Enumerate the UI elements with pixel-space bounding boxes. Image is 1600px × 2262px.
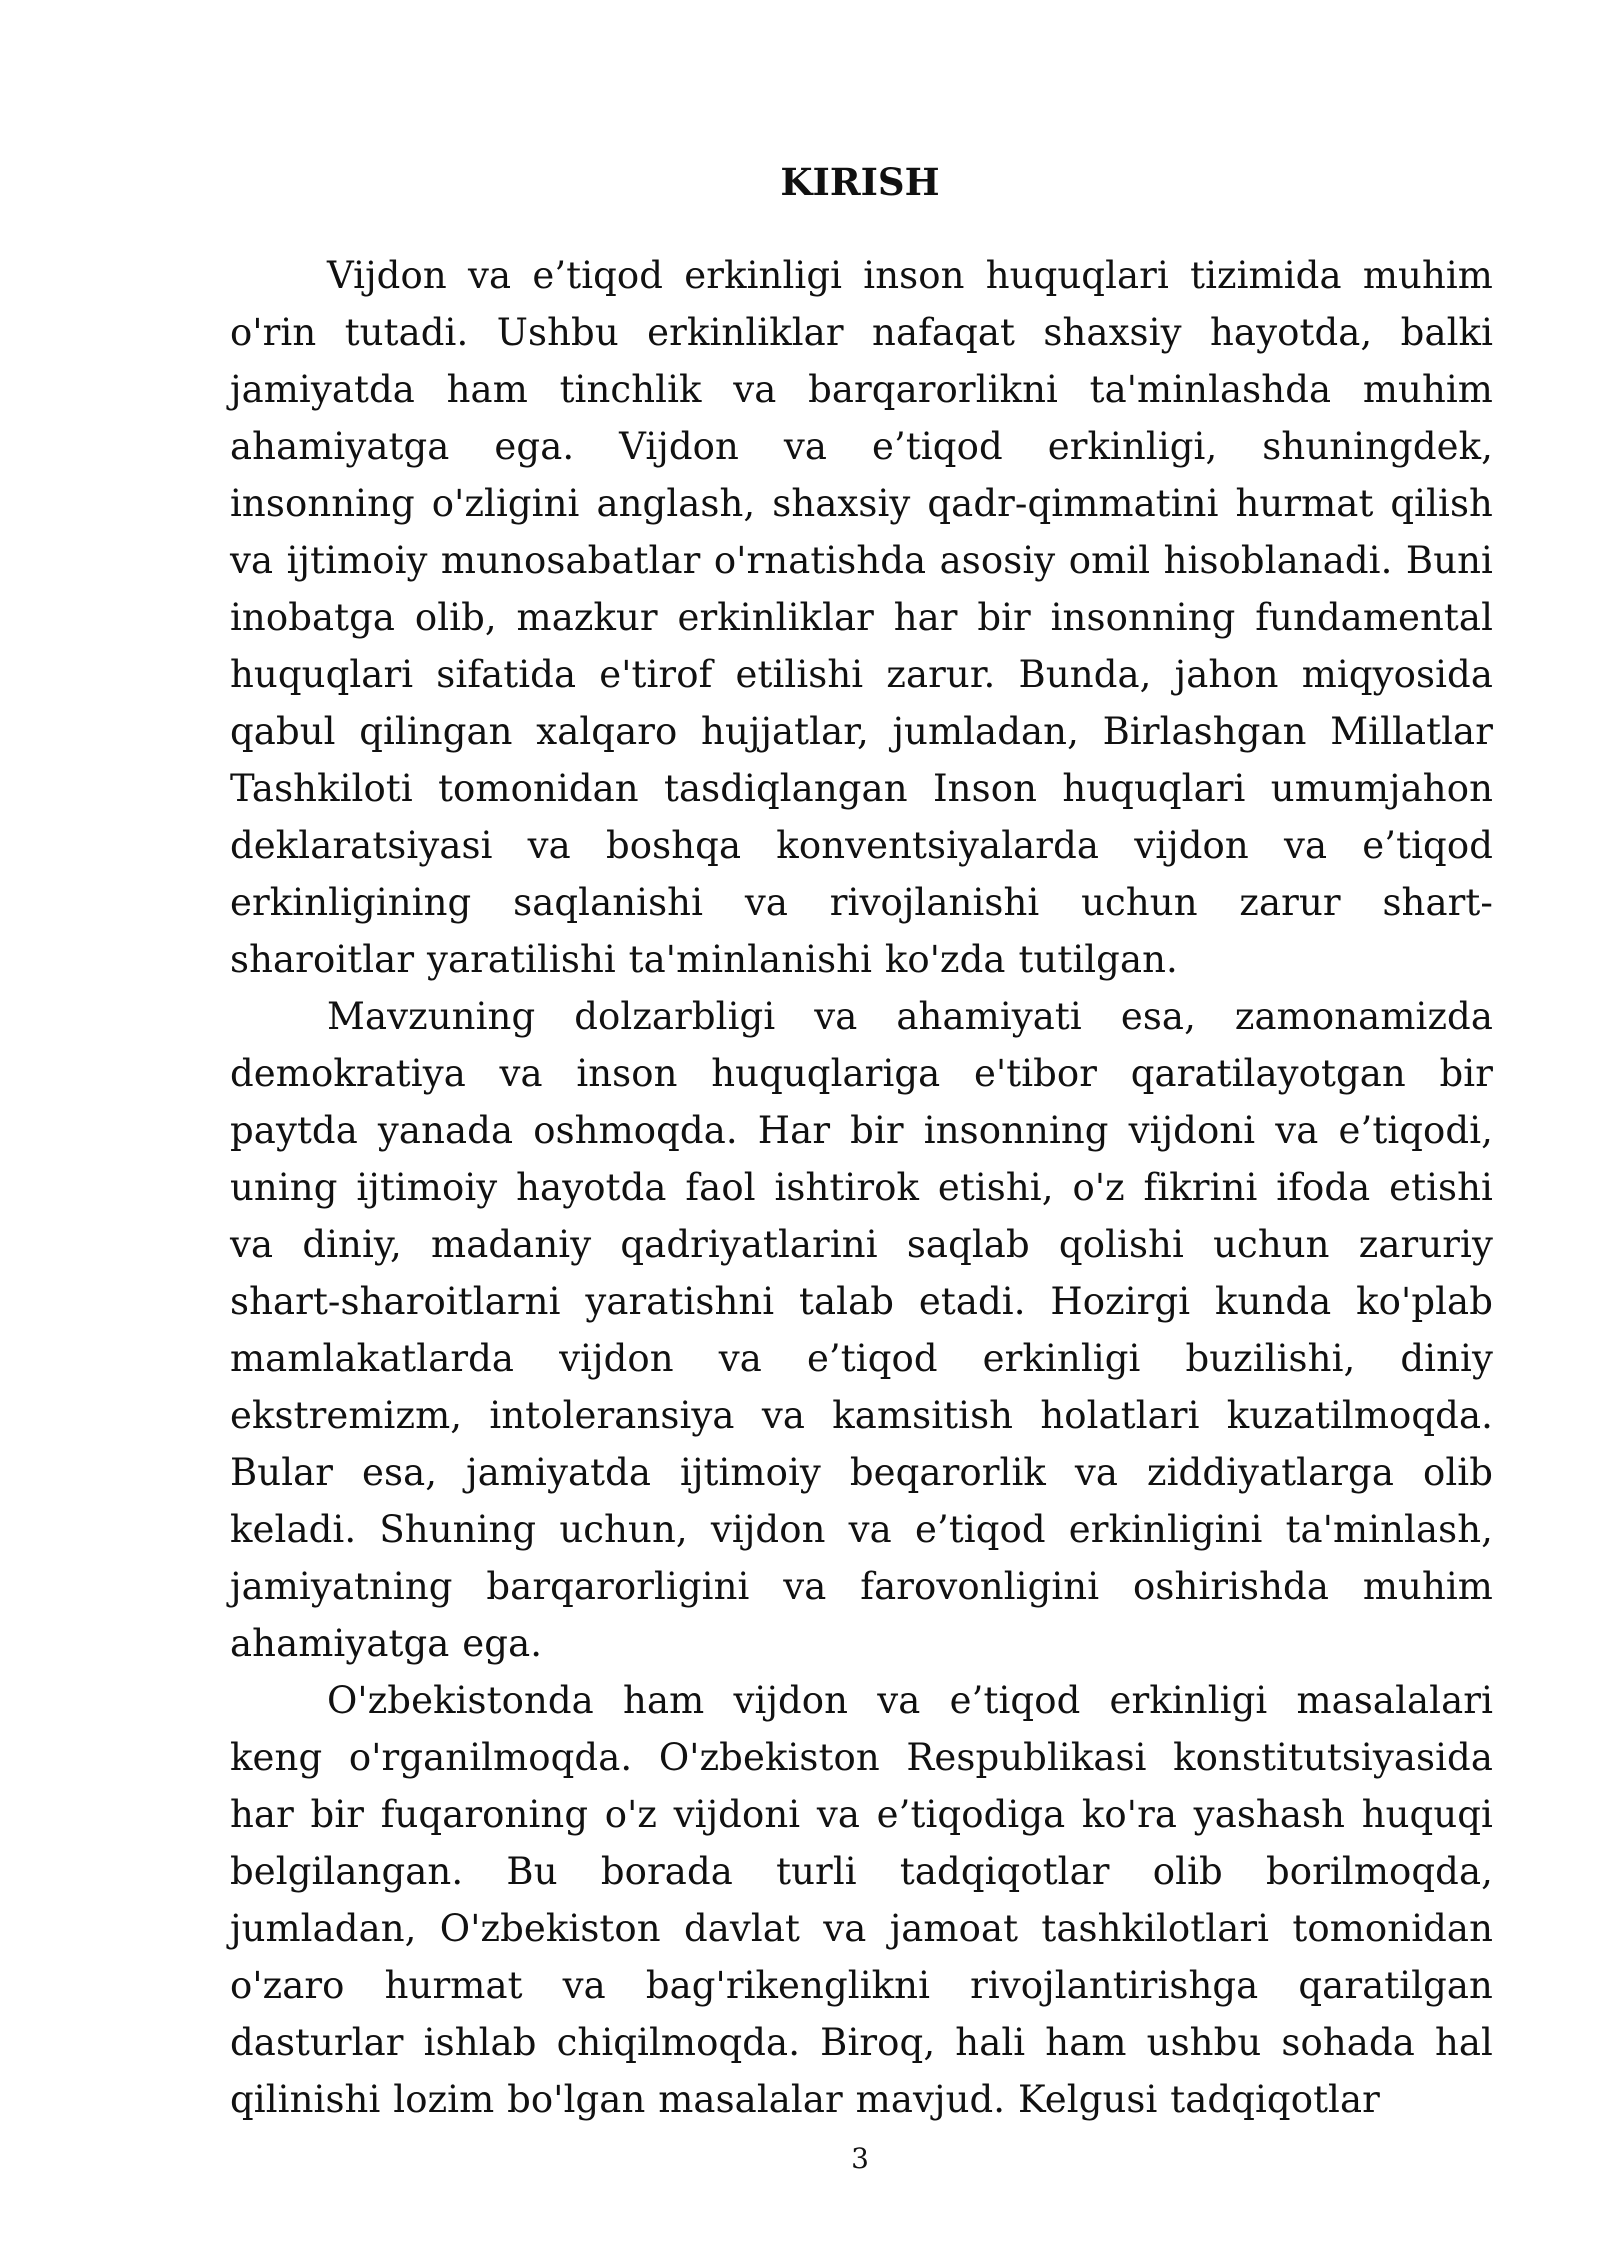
paragraph-3: O'zbekistonda ham vijdon va e’tiqod erkinligi masalalari keng o'rganilmoqda. O'zbekiston Respublikasi konstitutsiyasida har bir fuqaroning o'z vijdoni va e’tiqodiga ko'ra yashash huquqi belgilangan. Bu borada turli tadqiqotlar olib borilmoqda, jumladan, O'zbekiston davlat va jamoat tashkilotlari tomonidan o'zaro hurmat va bag'rikenglikni rivojlantirishga qaratilgan dasturlar ishlab chiqilmoqda. Biroq, hali ham ushbu sohada hal qilinishi lozim bo'lgan masalalar mavjud. Kelgusi tadqiqotlar [230, 1679, 1493, 2121]
paragraph-2: Mavzuning dolzarbligi va ahamiyati esa, zamonamizda demokratiya va inson huquqlariga e'tibor qaratilayotgan bir paytda yanada oshmoqda. Har bir insonning vijdoni va e’tiqodi, uning ijtimoiy hayotda faol ishtirok etishi, o'z fikrini ifoda etishi va diniy, madaniy qadriyatlarini saqlab qolishi uchun zaruriy shart-sharoitlarni yaratishni talab etadi. Hozirgi kunda ko'plab mamlakatlarda vijdon va e’tiqod erkinligi buzilishi, diniy ekstremizm, intoleransiya va kamsitish holatlari kuzatilmoqda. Bular esa, jamiyatda ijtimoiy beqarorlik va ziddiyatlarga olib keladi. Shuning uchun, vijdon va e’tiqod erkinligini ta'minlash, jamiyatning barqarorligini va farovonligini oshirishda muhim ahamiyatga ega. [230, 995, 1493, 1665]
page-title: KIRISH [780, 160, 940, 204]
body-text [230, 247, 1493, 2128]
paragraph-1: Vijdon va e’tiqod erkinligi inson huquqlari tizimida muhim o'rin tutadi. Ushbu erkinliklar nafaqat shaxsiy hayotda, balki jamiyatda ham tinchlik va barqarorlikni ta'minlashda muhim ahamiyatga ega. Vijdon va e’tiqod erkinligi, shuningdek, insonning o'zligini anglash, shaxsiy qadr-qimmatini hurmat qilish va ijtimoiy munosabatlar o'rnatishda asosiy omil hisoblanadi. Buni inobatga olib, mazkur erkinliklar har bir insonning fundamental huquqlari sifatida e'tirof etilishi zarur. Bunda, jahon miqyosida qabul qilingan xalqaro hujjatlar, jumladan, Birlashgan Millatlar Tashkiloti tomonidan tasdiqlangan Inson huquqlari umumjahon deklaratsiyasi va boshqa konventsiyalarda vijdon va e’tiqod erkinligining saqlanishi va rivojlanishi uchun zarur shart-sharoitlar yaratilishi ta'minlanishi ko'zda tutilgan. [230, 254, 1493, 981]
page-number: 3 [851, 2142, 869, 2175]
